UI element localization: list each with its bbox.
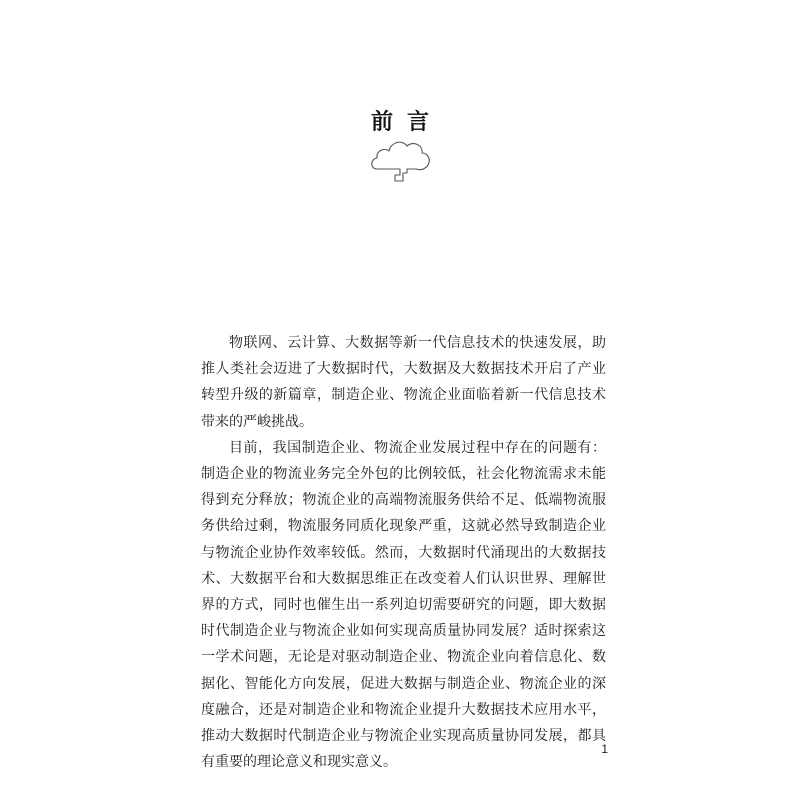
preface-body bbox=[201, 330, 606, 775]
paragraph-1: 物联网、云计算、大数据等新一代信息技术的快速发展，助推人类社会迈进了大数据时代，大数据及大数据技术开启了产业转型升级的新篇章，制造企业、物流企业面临着新一代信息技术带来的严峻挑战。 bbox=[201, 335, 606, 430]
page-number: 1 bbox=[601, 742, 608, 756]
page-title: 前言 bbox=[370, 110, 443, 135]
cloud-icon bbox=[369, 137, 433, 183]
paragraph-2: 目前，我国制造企业、物流企业发展过程中存在的问题有：制造企业的物流业务完全外包的比例较低，社会化物流需求未能得到充分释放；物流企业的高端物流服务供给不足、低端物流服务供给过剩，物流服务同质化现象严重，这就必然导致制造企业与物流企业协作效率较低。然而，大数据时代涌现出的大数据技术、大数据平台和大数据思维正在改变着人们认识世界、理解世界的方式，同时也催生出一系列迫切需要研究的问题，即大数据时代制造企业与物流企业如何实现高质量协同发展？适时探索这一学术问题，无论是对驱动制造企业、物流企业向着信息化、数据化、智能化方向发展，促进大数据与制造企业、物流企业的深度融合，还是对制造企业和物流企业提升大数据技术应用水平，推动大数据时代制造企业与物流企业实现高质量协同发展，都具有重要的理论意义和现实意义。 bbox=[201, 439, 606, 771]
